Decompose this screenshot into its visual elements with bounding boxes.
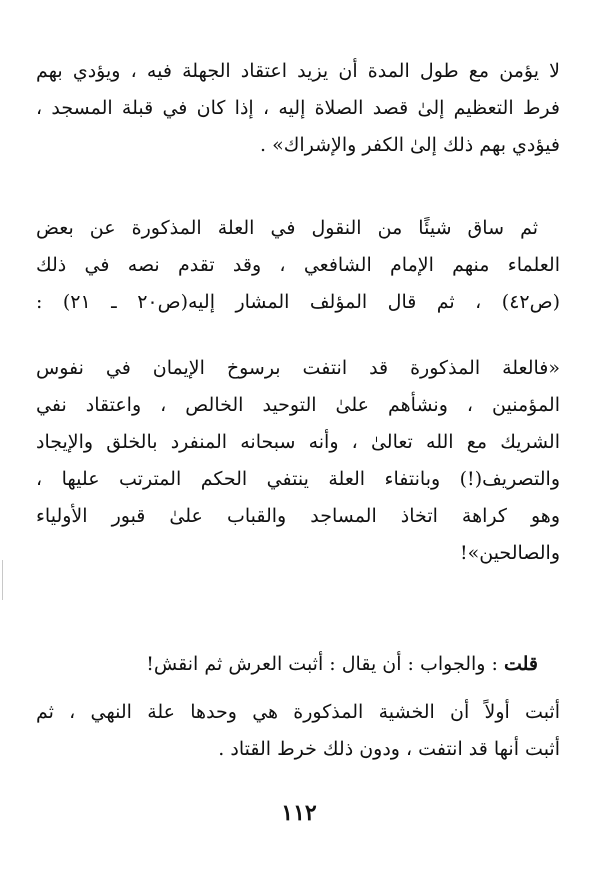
text-line: أثبت أنها قد انتفت ، ودون ذلك خرط القتاد .	[218, 738, 560, 760]
paragraph-quotation	[36, 350, 560, 572]
reply-text: : والجواب : أن يقال : أثبت العرش ثم انقش!	[146, 653, 498, 675]
text-line: والتصريف(!) وبانتفاء العلة ينتفي الحكم المترتب عليها ،	[36, 468, 560, 490]
text-line: لا يؤمن مع طول المدة أن يزيد اعتقاد الجهلة فيه ، ويؤدي بهم	[36, 60, 560, 82]
text-line: (ص٤٢) ، ثم قال المؤلف المشار إليه(ص٢٠ ـ ٢١) :	[36, 291, 560, 313]
paragraph-reply	[36, 646, 560, 683]
text-line: فرط التعظيم إلىٰ قصد الصلاة إليه ، إذا كان في قبلة المسجد ،	[36, 97, 560, 119]
text-line: والصالحين»!	[459, 542, 560, 564]
text-line: ثم ساق شيئًا من النقول في العلة المذكورة عن بعض	[36, 217, 538, 239]
text-line: وهو كراهة اتخاذ المساجد والقباب علىٰ قبور الأولياء	[36, 505, 560, 527]
paragraph-narration	[36, 210, 560, 321]
text-line: «فالعلة المذكورة قد انتفت برسوخ الإيمان في نفوس	[36, 357, 560, 379]
page-number: ١١٢	[281, 800, 317, 826]
text-line: العلماء منهم الإمام الشافعي ، وقد تقدم نصه في ذلك	[36, 254, 560, 276]
scan-edge-mark	[2, 560, 3, 600]
text-line: الشريك مع الله تعالىٰ ، وأنه سبحانه المنفرد بالخلق والإيجاد	[36, 431, 560, 453]
text-line: المؤمنين ، ونشأهم علىٰ التوحيد الخالص ، واعتقاد نفي	[36, 394, 560, 416]
text-line: أثبت أولاً أن الخشية المذكورة هي وحدها علة النهي ، ثم	[36, 701, 560, 723]
paragraph-conclusion	[36, 694, 560, 768]
text-line: فيؤدي بهم ذلك إلىٰ الكفر والإشراك» .	[259, 134, 560, 156]
reply-label: قلت	[503, 653, 538, 675]
text-line	[36, 646, 560, 683]
paragraph-quote-continuation	[36, 53, 560, 164]
